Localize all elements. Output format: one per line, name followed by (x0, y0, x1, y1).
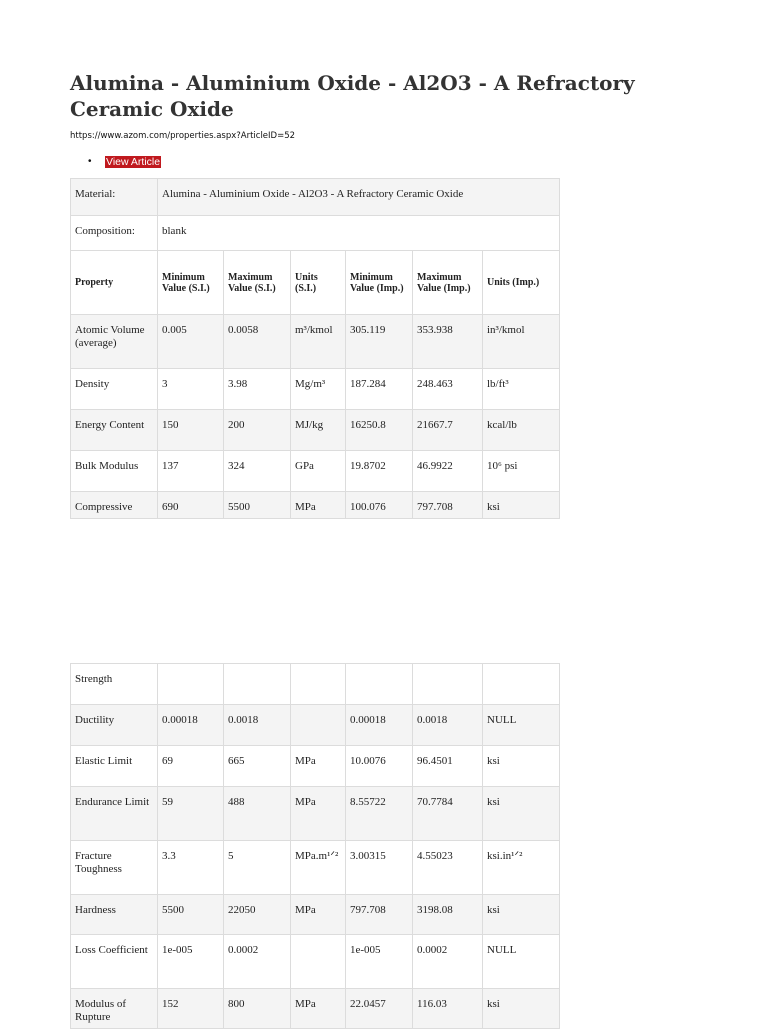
header-units-si: Units (S.I.) (291, 251, 346, 315)
property-cell: Compressive (71, 492, 158, 519)
units-si-cell: GPa (291, 451, 346, 492)
property-cell: Loss Coefficient (71, 935, 158, 989)
max-si-cell: 488 (224, 787, 291, 841)
composition-value: blank (158, 216, 560, 251)
units-imp-cell (483, 664, 560, 705)
header-min-imp: Minimum Value (Imp.) (346, 251, 413, 315)
header-units-imp: Units (Imp.) (483, 251, 560, 315)
units-imp-cell: ksi (483, 895, 560, 935)
min-si-cell: 152 (158, 989, 224, 1029)
min-si-cell: 1e-005 (158, 935, 224, 989)
max-si-cell: 22050 (224, 895, 291, 935)
units-imp-cell: ksi.in¹ᐟ² (483, 841, 560, 895)
header-max-imp: Maximum Value (Imp.) (413, 251, 483, 315)
min-imp-cell: 305.119 (346, 315, 413, 369)
property-cell: Endurance Limit (71, 787, 158, 841)
max-imp-cell: 3198.08 (413, 895, 483, 935)
link-list (70, 155, 161, 169)
header-min-si: Minimum Value (S.I.) (158, 251, 224, 315)
max-si-cell: 0.0002 (224, 935, 291, 989)
property-cell: Ductility (71, 705, 158, 746)
table-row (71, 787, 560, 841)
property-cell: Hardness (71, 895, 158, 935)
max-imp-cell: 0.0018 (413, 705, 483, 746)
units-si-cell (291, 935, 346, 989)
property-cell: Elastic Limit (71, 746, 158, 787)
property-cell: Energy Content (71, 410, 158, 451)
property-cell: Atomic Volume (average) (71, 315, 158, 369)
min-si-cell: 3.3 (158, 841, 224, 895)
max-imp-cell (413, 664, 483, 705)
units-imp-cell: 10⁶ psi (483, 451, 560, 492)
properties-table-continued (70, 663, 560, 1029)
top-data-body (71, 315, 560, 519)
units-imp-cell: ksi (483, 492, 560, 519)
material-label: Material: (71, 179, 158, 216)
units-si-cell: MPa.m¹ᐟ² (291, 841, 346, 895)
table-row (71, 315, 560, 369)
material-row (71, 179, 560, 216)
max-si-cell: 0.0018 (224, 705, 291, 746)
min-imp-cell: 100.076 (346, 492, 413, 519)
view-article-link[interactable]: View Article (106, 156, 161, 168)
units-si-cell (291, 705, 346, 746)
table-row (71, 410, 560, 451)
max-si-cell: 800 (224, 989, 291, 1029)
max-si-cell: 3.98 (224, 369, 291, 410)
table-row (71, 841, 560, 895)
page-title: Alumina - Aluminium Oxide - Al2O3 - A Refractory Ceramic Oxide (70, 71, 635, 121)
table-row (71, 369, 560, 410)
units-si-cell: MPa (291, 746, 346, 787)
max-imp-cell: 797.708 (413, 492, 483, 519)
min-imp-cell: 797.708 (346, 895, 413, 935)
min-imp-cell: 3.00315 (346, 841, 413, 895)
units-si-cell: m³/kmol (291, 315, 346, 369)
property-cell: Bulk Modulus (71, 451, 158, 492)
max-imp-cell: 46.9922 (413, 451, 483, 492)
max-imp-cell: 0.0002 (413, 935, 483, 989)
min-imp-cell: 1e-005 (346, 935, 413, 989)
min-imp-cell: 187.284 (346, 369, 413, 410)
units-imp-cell: lb/ft³ (483, 369, 560, 410)
property-cell: Density (71, 369, 158, 410)
max-si-cell: 5 (224, 841, 291, 895)
max-si-cell: 665 (224, 746, 291, 787)
min-imp-cell: 0.00018 (346, 705, 413, 746)
composition-label: Composition: (71, 216, 158, 251)
header-max-si: Maximum Value (S.I.) (224, 251, 291, 315)
units-si-cell: MPa (291, 787, 346, 841)
header-property: Property (71, 251, 158, 315)
units-imp-cell: ksi (483, 989, 560, 1029)
units-si-cell: MPa (291, 989, 346, 1029)
table-row (71, 895, 560, 935)
min-imp-cell: 22.0457 (346, 989, 413, 1029)
link-list-item (70, 155, 161, 169)
properties-table (70, 178, 560, 519)
composition-row (71, 216, 560, 251)
table-row (71, 746, 560, 787)
table-row (71, 664, 560, 705)
table-row (71, 492, 560, 519)
units-imp-cell: ksi (483, 746, 560, 787)
min-imp-cell: 8.55722 (346, 787, 413, 841)
units-si-cell: Mg/m³ (291, 369, 346, 410)
max-imp-cell: 21667.7 (413, 410, 483, 451)
property-cell: Strength (71, 664, 158, 705)
max-imp-cell: 4.55023 (413, 841, 483, 895)
min-si-cell: 690 (158, 492, 224, 519)
min-si-cell: 69 (158, 746, 224, 787)
units-imp-cell: ksi (483, 787, 560, 841)
max-si-cell: 5500 (224, 492, 291, 519)
bottom-data-body (71, 664, 560, 1029)
material-value: Alumina - Aluminium Oxide - Al2O3 - A Refractory Ceramic Oxide (158, 179, 560, 216)
min-imp-cell: 16250.8 (346, 410, 413, 451)
max-imp-cell: 353.938 (413, 315, 483, 369)
min-si-cell: 0.005 (158, 315, 224, 369)
max-imp-cell: 70.7784 (413, 787, 483, 841)
units-imp-cell: NULL (483, 705, 560, 746)
min-imp-cell: 10.0076 (346, 746, 413, 787)
table-row (71, 705, 560, 746)
max-imp-cell: 116.03 (413, 989, 483, 1029)
min-si-cell: 3 (158, 369, 224, 410)
min-imp-cell (346, 664, 413, 705)
property-cell: Fracture Toughness (71, 841, 158, 895)
header-row (71, 251, 560, 315)
max-imp-cell: 248.463 (413, 369, 483, 410)
table-row (71, 451, 560, 492)
units-si-cell (291, 664, 346, 705)
min-imp-cell: 19.8702 (346, 451, 413, 492)
units-si-cell: MPa (291, 492, 346, 519)
property-cell: Modulus of Rupture (71, 989, 158, 1029)
table-row (71, 989, 560, 1029)
units-imp-cell: NULL (483, 935, 560, 989)
max-si-cell: 324 (224, 451, 291, 492)
min-si-cell: 137 (158, 451, 224, 492)
units-si-cell: MJ/kg (291, 410, 346, 451)
min-si-cell: 150 (158, 410, 224, 451)
source-url: https://www.azom.com/properties.aspx?ArticleID=52 (70, 131, 296, 141)
units-imp-cell: in³/kmol (483, 315, 560, 369)
units-si-cell: MPa (291, 895, 346, 935)
table-row (71, 935, 560, 989)
min-si-cell: 59 (158, 787, 224, 841)
units-imp-cell: kcal/lb (483, 410, 560, 451)
max-si-cell (224, 664, 291, 705)
max-imp-cell: 96.4501 (413, 746, 483, 787)
min-si-cell: 0.00018 (158, 705, 224, 746)
max-si-cell: 0.0058 (224, 315, 291, 369)
min-si-cell (158, 664, 224, 705)
min-si-cell: 5500 (158, 895, 224, 935)
max-si-cell: 200 (224, 410, 291, 451)
